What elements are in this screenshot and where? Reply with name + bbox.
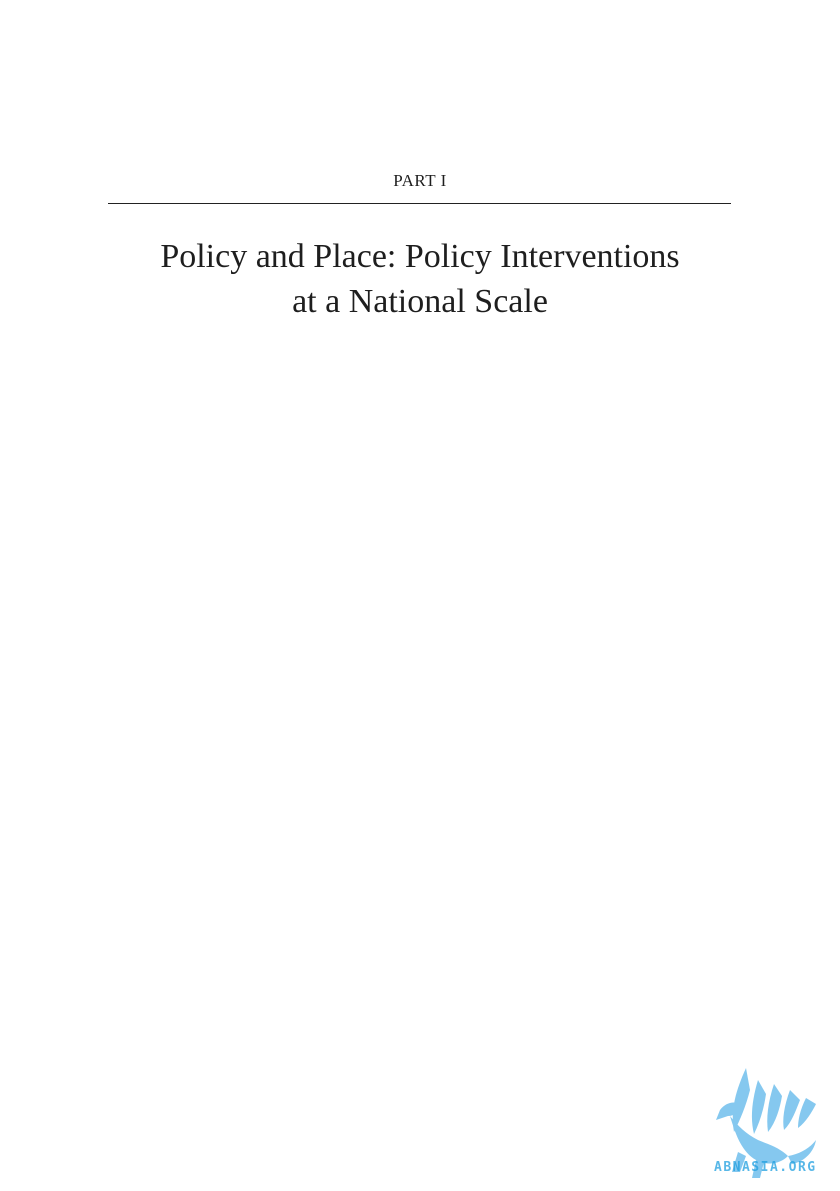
divider-rule bbox=[108, 203, 731, 204]
part-title bbox=[0, 234, 840, 324]
part-label: PART I bbox=[393, 171, 447, 190]
part-title-line-1: Policy and Place: Policy Interventions bbox=[160, 238, 680, 275]
watermark-text: ABNASIA.ORG bbox=[714, 1160, 817, 1175]
part-title-line-2: at a National Scale bbox=[292, 283, 548, 320]
